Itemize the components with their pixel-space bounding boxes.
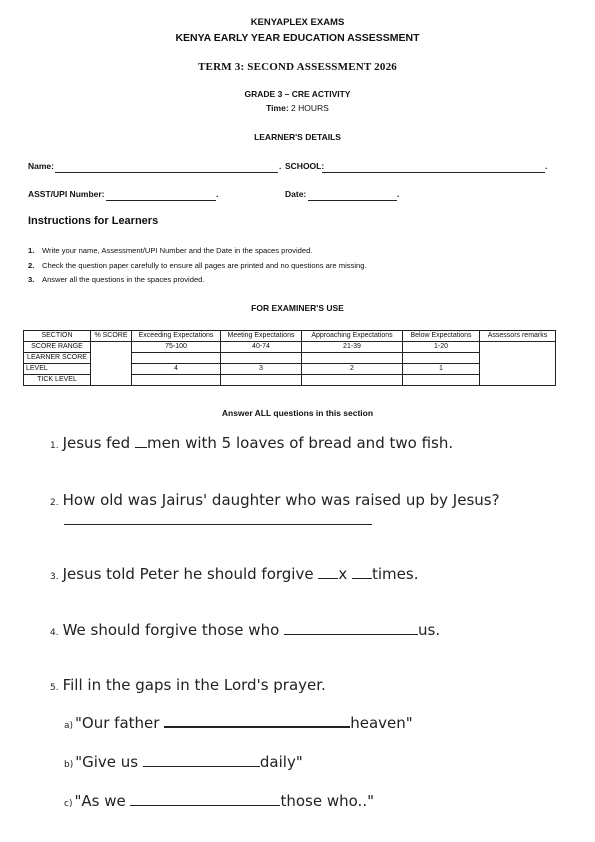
table-cell: 2 (302, 364, 403, 375)
examiner-table (23, 330, 556, 386)
table-cell[interactable] (221, 353, 302, 364)
answer-line[interactable] (64, 524, 372, 525)
table-cell: 4 (132, 364, 221, 375)
answer-blank[interactable] (352, 566, 372, 579)
table-cell: 1-20 (403, 342, 480, 353)
examiner-title: FOR EXAMINER'S USE (251, 303, 344, 313)
header-cell: % SCORE (91, 331, 132, 342)
question-5: 5. Fill in the gaps in the Lord's prayer. (50, 676, 326, 694)
time-label: Time: (266, 103, 289, 113)
row-label: TICK LEVEL (24, 375, 91, 386)
row-label: SCORE RANGE (24, 342, 91, 353)
table-cell[interactable] (132, 375, 221, 386)
asst-number-field[interactable] (106, 200, 216, 201)
term-title: TERM 3: SECOND ASSESSMENT 2026 (198, 61, 397, 73)
header-cell: Assessors remarks (480, 331, 556, 342)
section-instruction: Answer ALL questions in this section (221, 408, 374, 418)
table-row (24, 342, 556, 353)
answer-blank[interactable] (130, 793, 280, 806)
table-header-row (24, 331, 556, 342)
name-label: Name: (28, 161, 54, 171)
learner-details-heading: LEARNER'S DETAILS (254, 132, 341, 142)
answer-blank[interactable] (318, 566, 338, 579)
subquestion-c: c) "As we those who.." (64, 792, 374, 810)
table-cell: 1 (403, 364, 480, 375)
time-line (0, 103, 595, 113)
name-field[interactable] (55, 172, 278, 173)
percent-score-cell[interactable] (91, 342, 132, 386)
school-field[interactable] (322, 172, 545, 173)
answer-blank[interactable] (135, 435, 147, 448)
table-cell: 75-100 (132, 342, 221, 353)
grade-title: GRADE 3 – CRE ACTIVITY (244, 89, 351, 99)
instruction-item: 1. Write your name, Assessment/UPI Number and the Date in the spaces provided. (28, 246, 313, 255)
time-value: 2 HOURS (291, 103, 329, 113)
header-cell: Below Expectations (403, 331, 480, 342)
table-cell[interactable] (302, 375, 403, 386)
row-label: LEVEL (24, 364, 91, 375)
date-field[interactable] (308, 200, 397, 201)
subquestion-b: b) "Give us daily" (64, 753, 303, 771)
instruction-item: 2. Check the question paper carefully to ensure all pages are printed and no questions are missing. (28, 261, 367, 270)
question-3: 3. Jesus told Peter he should forgive x times. (50, 565, 419, 583)
table-cell[interactable] (221, 375, 302, 386)
answer-blank[interactable] (143, 754, 260, 767)
date-label: Date: (285, 189, 307, 199)
header-cell: Approaching Expectations (302, 331, 403, 342)
exam-body-name: KENYAPLEX EXAMS (250, 17, 345, 28)
header-cell: SECTION (24, 331, 91, 342)
instructions-title: Instructions for Learners (28, 215, 159, 227)
table-cell: 21-39 (302, 342, 403, 353)
answer-blank[interactable] (164, 714, 350, 728)
instruction-item: 3. Answer all the questions in the spaces provided. (28, 275, 205, 284)
table-cell[interactable] (302, 353, 403, 364)
header-cell: Exceeding Expectations (132, 331, 221, 342)
asst-label: ASST/UPI Number: (28, 189, 105, 199)
table-cell: 40-74 (221, 342, 302, 353)
answer-blank[interactable] (284, 622, 418, 635)
assessment-title: KENYA EARLY YEAR EDUCATION ASSESSMENT (175, 32, 420, 44)
table-cell[interactable] (403, 353, 480, 364)
assessors-remarks-cell[interactable] (480, 342, 556, 386)
row-label: LEARNER SCORE (24, 353, 91, 364)
question-4: 4. We should forgive those who us. (50, 621, 441, 639)
header-cell: Meeting Expectations (221, 331, 302, 342)
table-cell[interactable] (403, 375, 480, 386)
question-1: 1. Jesus fed men with 5 loaves of bread and two fish. (50, 434, 454, 452)
table-cell: 3 (221, 364, 302, 375)
question-2: 2. How old was Jairus' daughter who was raised up by Jesus? (50, 491, 500, 509)
subquestion-a: a) "Our father heaven" (64, 714, 413, 732)
table-cell[interactable] (132, 353, 221, 364)
school-label: SCHOOL: (285, 161, 325, 171)
